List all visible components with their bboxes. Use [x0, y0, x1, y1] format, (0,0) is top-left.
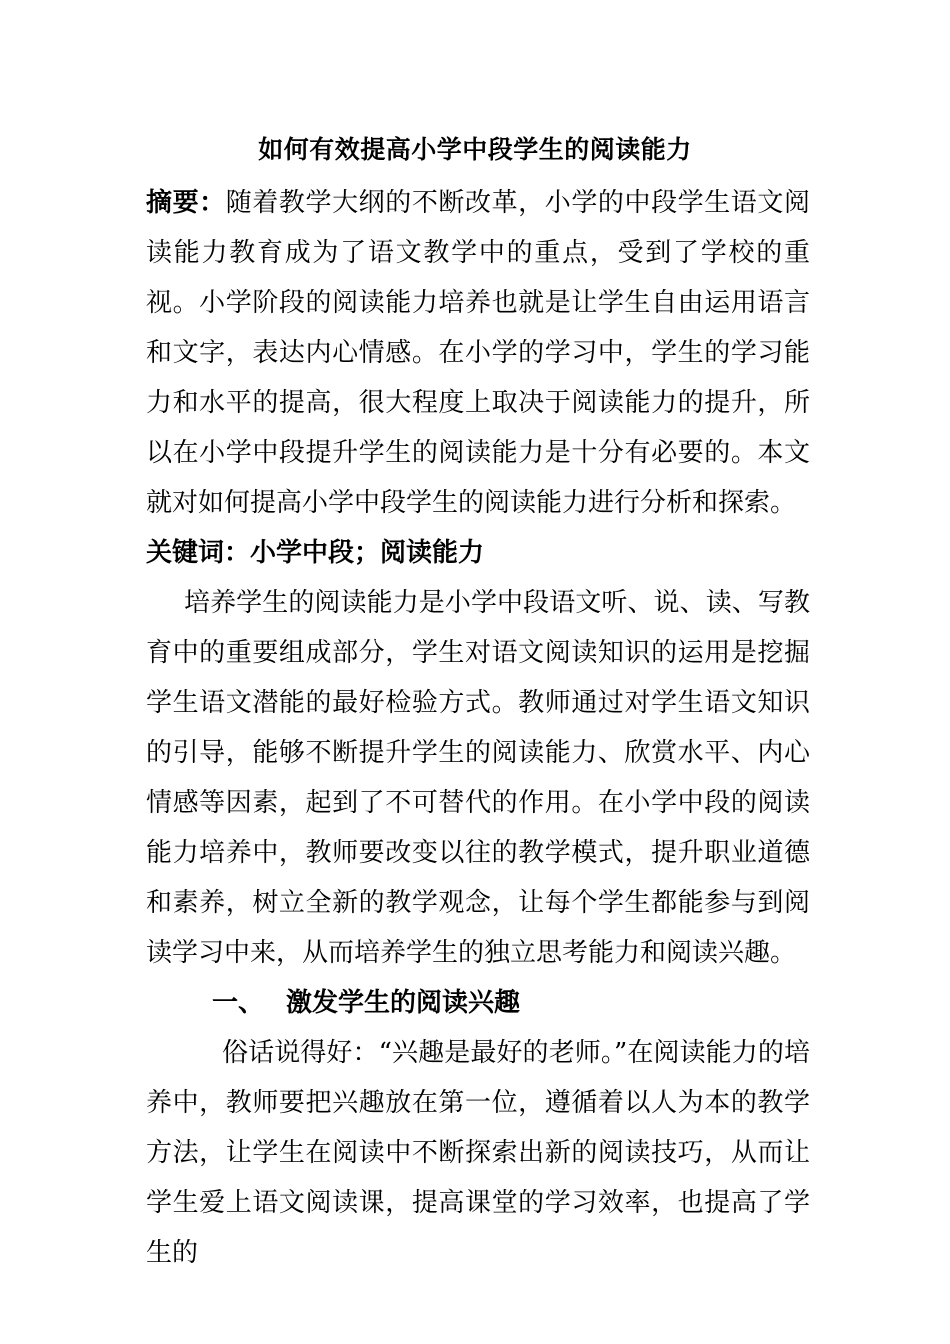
paper-title: 如何有效提高小学中段学生的阅读能力 [258, 135, 692, 164]
paper-body [146, 178, 810, 1278]
section-title: 激发学生的阅读兴趣 [286, 988, 521, 1018]
abstract-paragraph [146, 178, 810, 528]
section-number: 一、 [212, 988, 265, 1018]
keywords-text: 小学中段；阅读能力 [250, 538, 485, 568]
intro-paragraph: 培养学生的阅读能力是小学中段语文听、说、读、写教育中的重要组成部分，学生对语文阅读知识的运用是挖掘学生语文潜能的最好检验方式。教师通过对学生语文知识的引导，能够不断提升学生的阅读能力、欣赏水平、内心情感等因素，起到了不可替代的作用。在小学中段的阅读能力培养中，教师要改变以往的教学模式，提升职业道德和素养，树立全新的教学观念，让每个学生都能参与到阅读学习中来，从而培养学生的独立思考能力和阅读兴趣。 [146, 588, 810, 968]
keywords-line [146, 528, 810, 578]
section-1-paragraph: 俗话说得好：“兴趣是最好的老师。”在阅读能力的培养中，教师要把兴趣放在第一位，遵循着以人为本的教学方法，让学生在阅读中不断探索出新的阅读技巧，从而让学生爱上语文阅读课，提高课堂的学习效率，也提高了学生的 [146, 1038, 810, 1268]
abstract-label: 摘要： [146, 188, 226, 218]
keywords-label: 关键词： [146, 538, 251, 568]
abstract-text: 随着教学大纲的不断改革，小学的中段学生语文阅读能力教育成为了语文教学中的重点，受到了学校的重视。小学阶段的阅读能力培养也就是让学生自由运用语言和文字，表达内心情感。在小学的学习中，学生的学习能力和水平的提高，很大程度上取决于阅读能力的提升，所以在小学中段提升学生的阅读能力是十分有必要的。本文就对如何提高小学中段学生的阅读能力进行分析和探索。 [146, 188, 810, 518]
section-heading-1 [146, 978, 810, 1028]
